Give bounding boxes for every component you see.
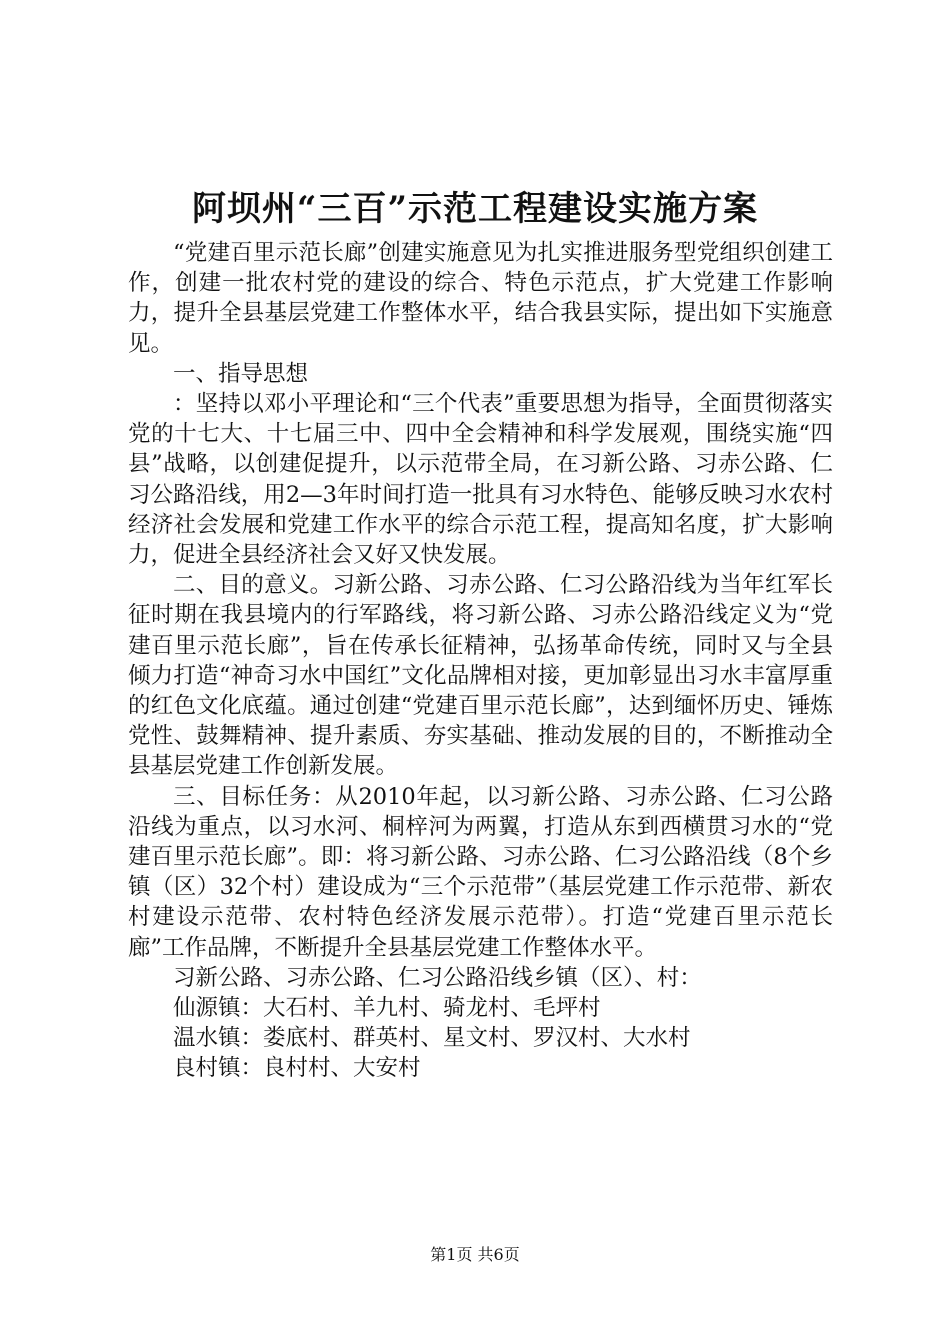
goals-paragraph: 三、目标任务：从2010年起，以习新公路、习赤公路、仁习公路沿线为重点，以习水河、桐梓河为两翼，打造从东到西横贯习水的“党建百里示范长廊”。即：将习新公路、习赤公路、仁习公路沿线（8个乡镇（区）32个村）建设成为“三个示范带”（基层党建工作示范带、新农村建设示范带、农村特色经济发展示范带）。打造“党建百里示范长廊”工作品牌，不断提升全县基层党建工作整体水平。 xyxy=(128,783,833,961)
section-heading-guiding-thought: 一、指导思想 xyxy=(173,360,309,387)
town-list-item: 温水镇：娄底村、群英村、星文村、罗汉村、大水村 xyxy=(173,1025,691,1052)
intro-paragraph: “党建百里示范长廊”创建实施意见为扎实推进服务型党组织创建工作，创建一批农村党的建设的综合、特色示范点，扩大党建工作影响力，提升全县基层党建工作整体水平，结合我县实际，提出如下实施意见。 xyxy=(128,240,833,357)
route-list-heading: 习新公路、习赤公路、仁习公路沿线乡镇（区）、村： xyxy=(173,964,702,991)
guiding-thought-paragraph: ：坚持以邓小平理论和“三个代表”重要思想为指导，全面贯彻落实党的十七大、十七届三中、四中全会精神和科学发展观，围绕实施“四县”战略，以创建促提升，以示范带全局，在习新公路、习赤公路、仁习公路沿线，用2—3年时间打造一批具有习水特色、能够反映习水农村经济社会发展和党建工作水平的综合示范工程，提高知名度，扩大影响力，促进全县经济社会又好又快发展。 xyxy=(128,391,833,569)
purpose-paragraph: 二、目的意义。习新公路、习赤公路、仁习公路沿线为当年红军长征时期在我县境内的行军路线，将习新公路、习赤公路沿线定义为“党建百里示范长廊”，旨在传承长征精神，弘扬革命传统，同时又与全县倾力打造“神奇习水中国红”文化品牌相对接，更加彰显出习水丰富厚重的红色文化底蕴。通过创建“党建百里示范长廊”，达到缅怀历史、锤炼党性、鼓舞精神、提升素质、夯实基础、推动发展的目的，不断推动全县基层党建工作创新发展。 xyxy=(128,572,833,780)
page-footer: 第1页 共6页 xyxy=(430,1245,520,1264)
town-list-item: 仙源镇：大石村、羊九村、骑龙村、毛坪村 xyxy=(173,995,601,1022)
document-title: 阿坝州“三百”示范工程建设实施方案 xyxy=(191,189,759,229)
document-body xyxy=(128,238,833,1084)
town-list-item: 良村镇：良村村、大安村 xyxy=(173,1055,421,1082)
